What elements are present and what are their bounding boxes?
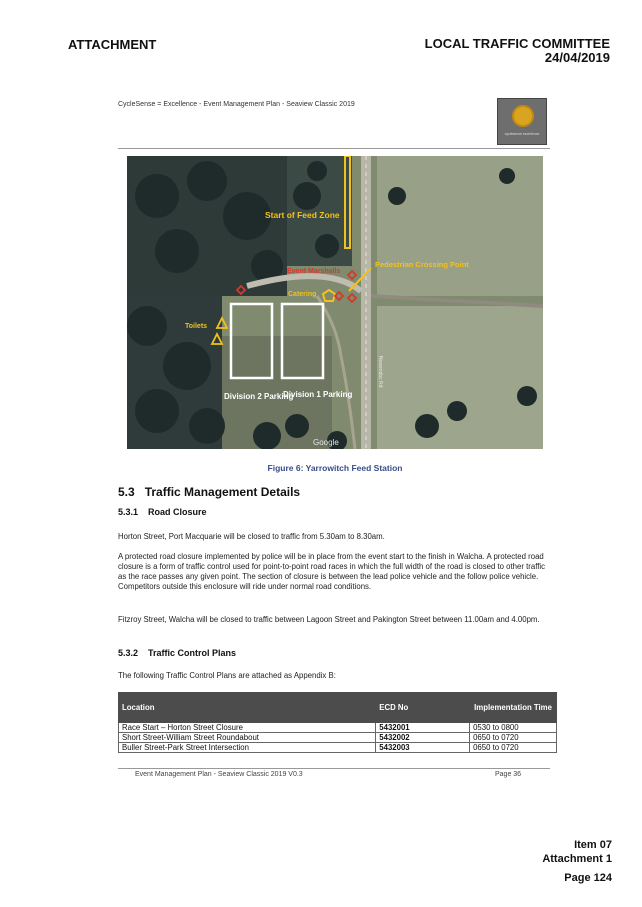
map-label-road: Nowendoc Rd <box>377 356 383 388</box>
section-number: 5.3.2 <box>118 648 139 658</box>
logo-text: cyclesense excellence <box>504 132 540 136</box>
document-subtitle: CycleSense = Excellence - Event Management Plan - Seaview Classic 2019 <box>118 101 355 108</box>
cell-time: 0650 to 0720 <box>470 743 557 753</box>
table-row <box>119 733 557 743</box>
footer-divider <box>118 768 550 769</box>
table-header-row <box>119 693 557 723</box>
cell-ecd: 5432002 <box>376 733 470 743</box>
map-label-division-1: Division 1 Parking <box>283 390 353 399</box>
committee-name: LOCAL TRAFFIC COMMITTEE <box>424 36 610 51</box>
cell-location: Buller Street-Park Street Intersection <box>119 743 376 753</box>
cell-location: Short Street-William Street Roundabout <box>119 733 376 743</box>
item-number: Item 07 <box>574 839 612 851</box>
figure-caption: Figure 6: Yarrowitch Feed Station <box>267 463 403 473</box>
attachment-label: ATTACHMENT <box>68 37 157 52</box>
map-label-feed-zone: Start of Feed Zone <box>265 210 340 220</box>
paragraph-protected-closure: A protected road closure implemented by police will be in place from the event start to the finish in Walcha. A protected road closure is a form of traffic control used for point-to-point road races in which the full width of the road is closed to other traffic as the race passes any given point. The section of closure is between the lead police vehicle and the follow police vehicle. Competitors outside this enclosure will ride under normal road conditions. <box>118 552 546 591</box>
section-heading-5-3-2 <box>118 648 236 658</box>
cell-time: 0530 to 0800 <box>470 723 557 733</box>
attachment-number: Attachment 1 <box>542 853 612 865</box>
footer-page-number: Page 36 <box>495 771 522 778</box>
aerial-map <box>127 156 543 449</box>
traffic-control-plans-table <box>118 692 557 753</box>
cell-location: Race Start – Horton Street Closure <box>119 723 376 733</box>
committee-date: 24/04/2019 <box>544 50 610 65</box>
column-header-time: Implementation Time <box>470 693 557 723</box>
paragraph-horton-street: Horton Street, Port Macquarie will be closed to traffic from 5.30am to 8.30am. <box>118 532 385 541</box>
table-row <box>119 723 557 733</box>
column-header-location: Location <box>119 693 376 723</box>
map-label-marshalls: Event Marshalls <box>287 268 341 275</box>
section-number: 5.3 <box>118 485 135 499</box>
map-google-watermark: Google <box>313 438 339 447</box>
section-title: Road Closure <box>148 507 207 517</box>
cell-ecd: 5432001 <box>376 723 470 733</box>
paragraph-fitzroy-street: Fitzroy Street, Walcha will be closed to traffic between Lagoon Street and Pakington Street between 11.00am and 4.00pm. <box>118 615 540 624</box>
logo-emblem-icon <box>512 105 534 127</box>
map-label-toilets: Toilets <box>185 323 208 330</box>
cyclesense-logo <box>497 98 547 145</box>
section-heading-5-3 <box>118 485 300 499</box>
committee-header <box>425 37 610 65</box>
table-row <box>119 743 557 753</box>
paragraph-tcp-intro: The following Traffic Control Plans are attached as Appendix B: <box>118 671 336 680</box>
section-number: 5.3.1 <box>118 507 139 517</box>
column-header-ecd: ECD No <box>376 693 470 723</box>
page-number: Page 124 <box>564 872 612 884</box>
map-label-catering: Catering <box>288 291 317 298</box>
section-heading-5-3-1 <box>118 507 207 517</box>
footer-document-title: Event Management Plan - Seaview Classic 2019 V0.3 <box>135 771 303 778</box>
header-divider <box>118 148 550 149</box>
section-title: Traffic Management Details <box>144 485 301 499</box>
map-label-pedestrian: Pedestrian Crossing Point <box>375 260 469 269</box>
cell-ecd: 5432003 <box>376 743 470 753</box>
cell-time: 0650 to 0720 <box>470 733 557 743</box>
map-label-division-2: Division 2 Parking <box>224 392 294 401</box>
section-title: Traffic Control Plans <box>148 648 237 658</box>
